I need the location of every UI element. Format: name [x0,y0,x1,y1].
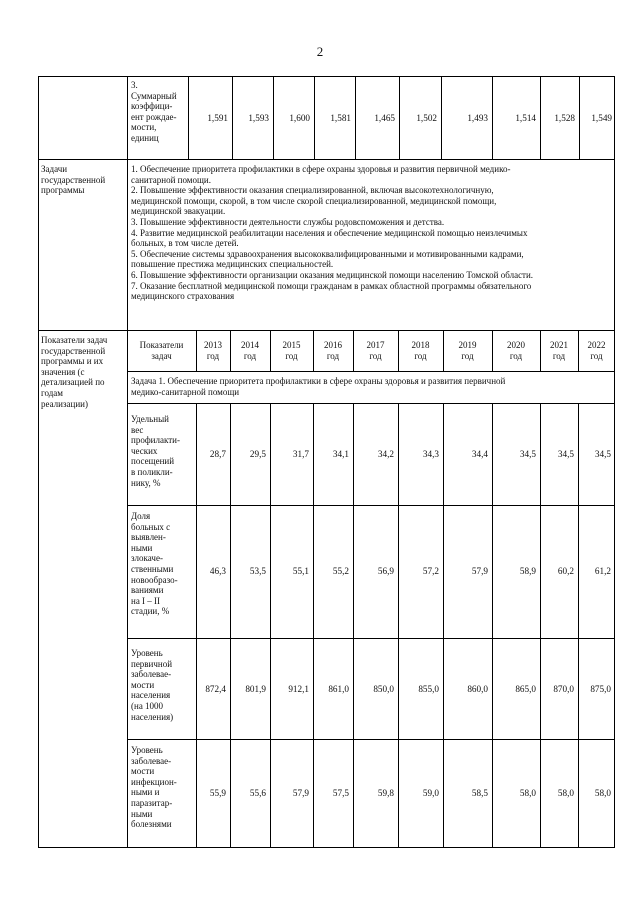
indicator-value: 58,5 [471,788,488,798]
row-divider [127,638,615,639]
year-header: 2020 год [507,340,525,361]
year-header: 2021 год [550,340,568,361]
indicator-label: Доля больных с выявлен- ными злокаче- ственными новообразо- ваниями на I – II стадии, % [131,511,178,617]
year-header: 2015 год [282,340,301,361]
row1-value: 1,514 [515,113,536,123]
indicator-value: 46,3 [209,566,226,576]
indicator-label: Уровень заболевае- мости инфекцион- ными и паразитар- ными болезнями [131,745,177,830]
task1-title: Задача 1. Обеспечение приоритета профилактики в сфере охраны здоровья и развития первичной медико-санитарной помощи [131,376,506,397]
row-divider [38,159,615,160]
tasks-heading: Задачи государственной программы [41,164,106,196]
indicator-value: 860,0 [467,684,488,694]
indicator-value: 55,6 [249,788,266,798]
year-header: 2016 год [324,340,342,361]
indicator-value: 34,5 [594,449,611,459]
column-divider [443,403,444,848]
indicator-value: 861,0 [328,684,349,694]
column-divider [270,403,271,848]
year-header: 2018 год [411,340,430,361]
indicator-value: 34,1 [332,449,349,459]
indicator-value: 53,5 [249,566,266,576]
indicator-value: 55,1 [292,566,309,576]
indicator-value: 34,4 [471,449,488,459]
year-header: 2022 год [587,340,606,361]
indicator-value: 59,8 [377,788,394,798]
indicator-value: 865,0 [515,684,536,694]
row1-value: 1,493 [467,113,488,123]
indicator-value: 55,2 [332,566,349,576]
indicator-value: 58,0 [557,788,574,798]
year-header: 2019 год [458,340,477,361]
row1-value: 1,528 [554,113,575,123]
column-divider [398,403,399,848]
indicator-value: 855,0 [418,684,439,694]
tasks-list: 1. Обеспечение приоритета профилактики в сфере охраны здоровья и развития первичной медико- санитарной помощи. 2. Повышение эффективности оказания специализированной, включая высокотехнологичную, медицинской помощи, скорой, в том числе скорой специализированной, медицинской помощи, медицинской эвакуации. 3. Повышение эффективности деятельности службы родовспоможения и детства. 4. Развитие медицинской реабилитации населения и обеспечение медицинской помощью неизлечимых больных, в том числе детей. 5. Обеспечение системы здравоохранения высококвалифицированными и мотивированными кадрами, повышение престижа медицинских специальностей. 6. Повышение эффективности организации оказания медицинской помощи населению Томской области. 7. Оказание бесплатной медицинской помощи гражданам в рамках областной программы обязательного медицинского страхования [131,164,534,302]
indicator-value: 57,9 [292,788,309,798]
indicator-value: 801,9 [245,684,266,694]
year-header: 2014 год [241,340,259,361]
indicator-value: 59,0 [422,788,439,798]
row-divider [38,330,615,331]
indicator-value: 57,2 [422,566,439,576]
indicator-value: 60,2 [557,566,574,576]
row1-value: 1,502 [416,113,437,123]
indicator-value: 34,5 [557,449,574,459]
page-number: 2 [316,44,324,59]
column-divider [196,403,197,848]
indicator-value: 58,0 [594,788,611,798]
indicator-value: 875,0 [590,684,611,694]
row1-value: 1,591 [207,113,228,123]
row1-value: 1,465 [374,113,395,123]
column-divider [540,403,541,848]
row-divider [127,371,615,372]
row-divider [127,505,615,506]
indicators-label-header: Показатели задач [139,340,184,361]
indicator-value: 57,9 [471,566,488,576]
column-divider [578,403,579,848]
indicator-value: 34,2 [377,449,394,459]
indicator-value: 57,5 [332,788,349,798]
indicator-value: 29,5 [249,449,266,459]
row1-value: 1,581 [330,113,351,123]
year-header: 2013 год [204,340,222,361]
indicator-value: 31,7 [292,449,309,459]
indicator-value: 58,0 [519,788,536,798]
column-divider [230,403,231,848]
row1-value: 1,549 [591,113,612,123]
indicator-value: 61,2 [594,566,611,576]
indicator-value: 34,5 [519,449,536,459]
indicator-value: 870,0 [553,684,574,694]
row1-label: 3. Суммарный коэффици- ент рождае- мости, единиц [131,80,177,143]
column-divider [127,76,128,848]
row1-value: 1,600 [289,113,310,123]
row1-value: 1,593 [248,113,269,123]
indicator-value: 872,4 [205,684,226,694]
indicator-value: 56,9 [377,566,394,576]
indicator-value: 58,9 [519,566,536,576]
indicators-heading: Показатели задач государственной программы и их значения (с детализацией по годам реализации) [41,335,108,409]
indicator-value: 34,3 [422,449,439,459]
indicator-value: 28,7 [209,449,226,459]
indicator-value: 55,9 [209,788,226,798]
indicator-label: Удельный вес профилакти- ческих посещений в поликли- нику, % [131,414,180,488]
indicator-value: 850,0 [373,684,394,694]
row-divider [127,403,615,404]
indicator-value: 912,1 [288,684,309,694]
indicator-label: Уровень первичной заболевае- мости населения (на 1000 населения) [131,648,174,722]
column-divider [313,403,314,848]
row-divider [127,739,615,740]
column-divider [353,403,354,848]
column-divider [492,403,493,848]
year-header: 2017 год [366,340,385,361]
